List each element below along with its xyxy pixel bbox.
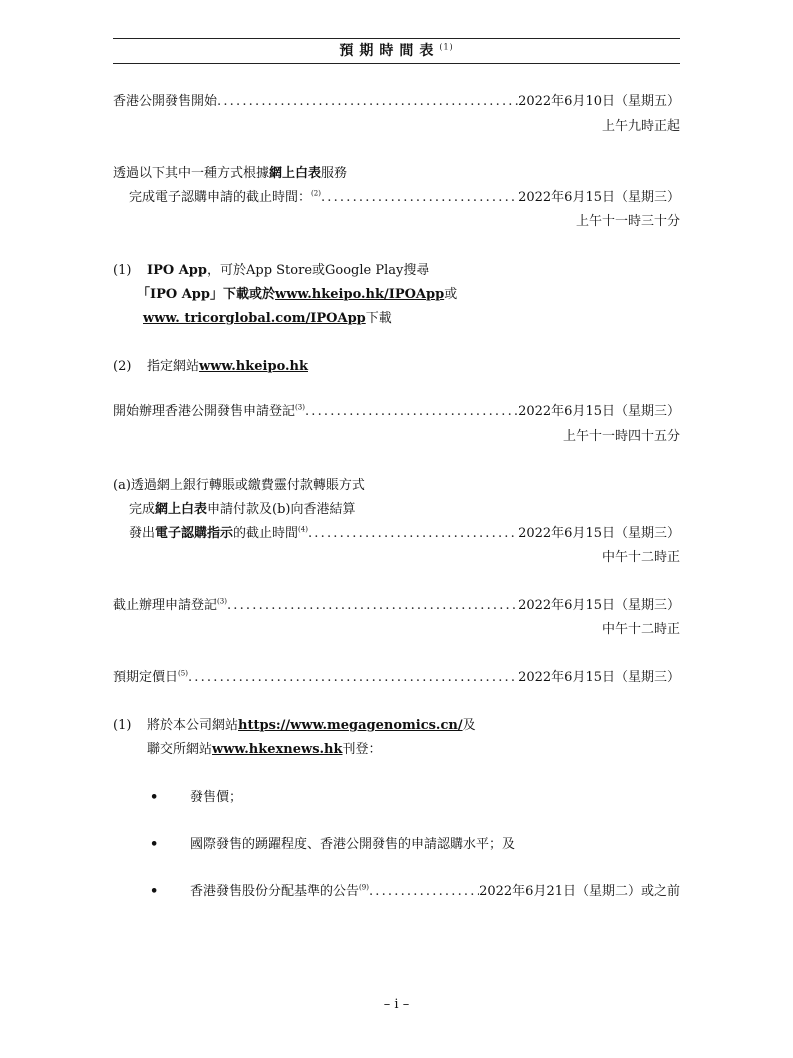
label-text: 預期定價日 bbox=[113, 670, 179, 685]
bold-text: 電子認購指示 bbox=[155, 526, 234, 541]
schedule-row-4-line1: (a)透過網上銀行轉賬或繳費靈付款轉賬方式 bbox=[113, 478, 365, 493]
bold-text: 網上白表 bbox=[269, 166, 322, 181]
title-text: 預期時間表 bbox=[339, 43, 440, 59]
row-label bbox=[129, 524, 308, 544]
option-2 bbox=[113, 357, 680, 377]
text: 服務 bbox=[321, 166, 348, 181]
footnote-ref: (3) bbox=[295, 403, 305, 412]
row-label bbox=[129, 188, 321, 208]
row-label bbox=[113, 596, 227, 616]
bullet-text: 國際發售的踴躍程度、香港公開發售的申請認購水平；及 bbox=[190, 837, 516, 852]
announcement-line2 bbox=[113, 740, 680, 760]
announcement-line1 bbox=[113, 716, 680, 736]
bullet-item-3 bbox=[113, 882, 680, 902]
text: 完成 bbox=[129, 502, 156, 517]
schedule-row-2 bbox=[113, 188, 680, 208]
option-1-line2 bbox=[113, 285, 680, 305]
row-time: 中午十二時正 bbox=[601, 550, 680, 565]
hkexnews-link[interactable]: www.hkexnews.hk bbox=[212, 742, 343, 757]
text: 及 bbox=[462, 718, 476, 733]
footnote-ref: (2) bbox=[311, 189, 321, 198]
bullet-item-1 bbox=[113, 788, 680, 808]
app-name: IPO App bbox=[147, 263, 207, 278]
tricorglobal-link[interactable]: www. tricorglobal.com/IPOApp bbox=[143, 311, 366, 326]
text: 的截止時間 bbox=[233, 526, 299, 541]
text: 「 bbox=[137, 287, 151, 302]
label-text: 截止辦理申請登記 bbox=[113, 598, 218, 613]
row-time: 上午十一時四十五分 bbox=[562, 429, 680, 444]
app-name: IPO App bbox=[150, 287, 210, 302]
schedule-row-4 bbox=[113, 524, 680, 544]
text: 或 bbox=[444, 287, 458, 302]
text: 透過以下其中一種方式根據 bbox=[113, 166, 270, 181]
label-text: 開始辦理香港公開發售申請登記 bbox=[113, 404, 296, 419]
text: 下載 bbox=[365, 311, 392, 326]
row-time: 上午十一時三十分 bbox=[575, 214, 680, 229]
page-title bbox=[113, 40, 680, 60]
option-1-line3 bbox=[113, 309, 680, 329]
leader-dots bbox=[217, 92, 518, 112]
text: 聯交所網站 bbox=[147, 742, 213, 757]
hkeipo-app-link[interactable]: www.hkeipo.hk/IPOApp bbox=[275, 287, 445, 302]
page-number: – i – bbox=[383, 997, 410, 1012]
schedule-row-2-line1 bbox=[113, 164, 680, 184]
row-date: 2022年6月15日（星期三） bbox=[518, 598, 680, 613]
row-label bbox=[150, 882, 369, 902]
leader-dots bbox=[369, 882, 479, 902]
leader-dots bbox=[227, 596, 518, 616]
row-date: 2022年6月15日（星期三） bbox=[518, 404, 680, 419]
schedule-row-1 bbox=[113, 92, 680, 112]
bullet-text: 香港發售股份分配基準的公告 bbox=[190, 884, 360, 899]
footnote-ref: (5) bbox=[178, 669, 188, 678]
leader-dots bbox=[305, 402, 518, 422]
bullet-text: 發售價； bbox=[190, 790, 243, 805]
footnote-ref: (9) bbox=[359, 883, 369, 892]
footnote-ref: (4) bbox=[298, 525, 308, 534]
bullet-item-2 bbox=[113, 835, 680, 855]
row-time: 中午十二時正 bbox=[601, 622, 680, 637]
leader-dots bbox=[308, 524, 518, 544]
bullet-icon: • bbox=[150, 790, 159, 805]
title-note: (1) bbox=[439, 42, 454, 52]
text: ，可於App Store或Google Play搜尋 bbox=[206, 263, 430, 278]
leader-dots bbox=[321, 188, 518, 208]
row-label bbox=[113, 402, 305, 422]
row-date: 2022年6月15日（星期三） bbox=[518, 670, 680, 685]
schedule-row-4-line2 bbox=[113, 500, 680, 520]
leader-dots bbox=[188, 668, 518, 688]
title-underline bbox=[113, 63, 680, 64]
list-number: (2) bbox=[113, 359, 132, 374]
text: 指定網站 bbox=[147, 359, 200, 374]
schedule-row-6 bbox=[113, 668, 680, 688]
option-1-line1 bbox=[113, 261, 680, 281]
hkeipo-link[interactable]: www.hkeipo.hk bbox=[199, 359, 308, 374]
schedule-row-5 bbox=[113, 596, 680, 616]
list-number: (1) bbox=[113, 718, 132, 733]
bold-text: 網上白表 bbox=[155, 502, 208, 517]
top-rule bbox=[113, 38, 680, 39]
megagenomics-link[interactable]: https://www.megagenomics.cn/ bbox=[238, 718, 463, 733]
bullet-icon: • bbox=[150, 884, 159, 899]
footnote-ref: (3) bbox=[217, 597, 227, 606]
text: 將於本公司網站 bbox=[147, 718, 239, 733]
text: 申請付款及(b)向香港結算 bbox=[207, 502, 356, 517]
schedule-row-3 bbox=[113, 402, 680, 422]
row-date: 2022年6月10日（星期五） bbox=[518, 94, 680, 109]
row-label bbox=[113, 668, 188, 688]
label-text: 完成電子認購申請的截止時間： bbox=[129, 190, 312, 205]
row-date: 2022年6月21日（星期二）或之前 bbox=[479, 884, 680, 899]
text: 」下載或於 bbox=[210, 287, 276, 302]
row-label: 香港公開發售開始 bbox=[113, 94, 218, 109]
row-date: 2022年6月15日（星期三） bbox=[518, 526, 680, 541]
row-date: 2022年6月15日（星期三） bbox=[518, 190, 680, 205]
list-number: (1) bbox=[113, 263, 132, 278]
bullet-icon: • bbox=[150, 837, 159, 852]
row-time: 上午九時正起 bbox=[601, 119, 680, 134]
text: 發出 bbox=[129, 526, 156, 541]
text: 刊登： bbox=[342, 742, 382, 757]
